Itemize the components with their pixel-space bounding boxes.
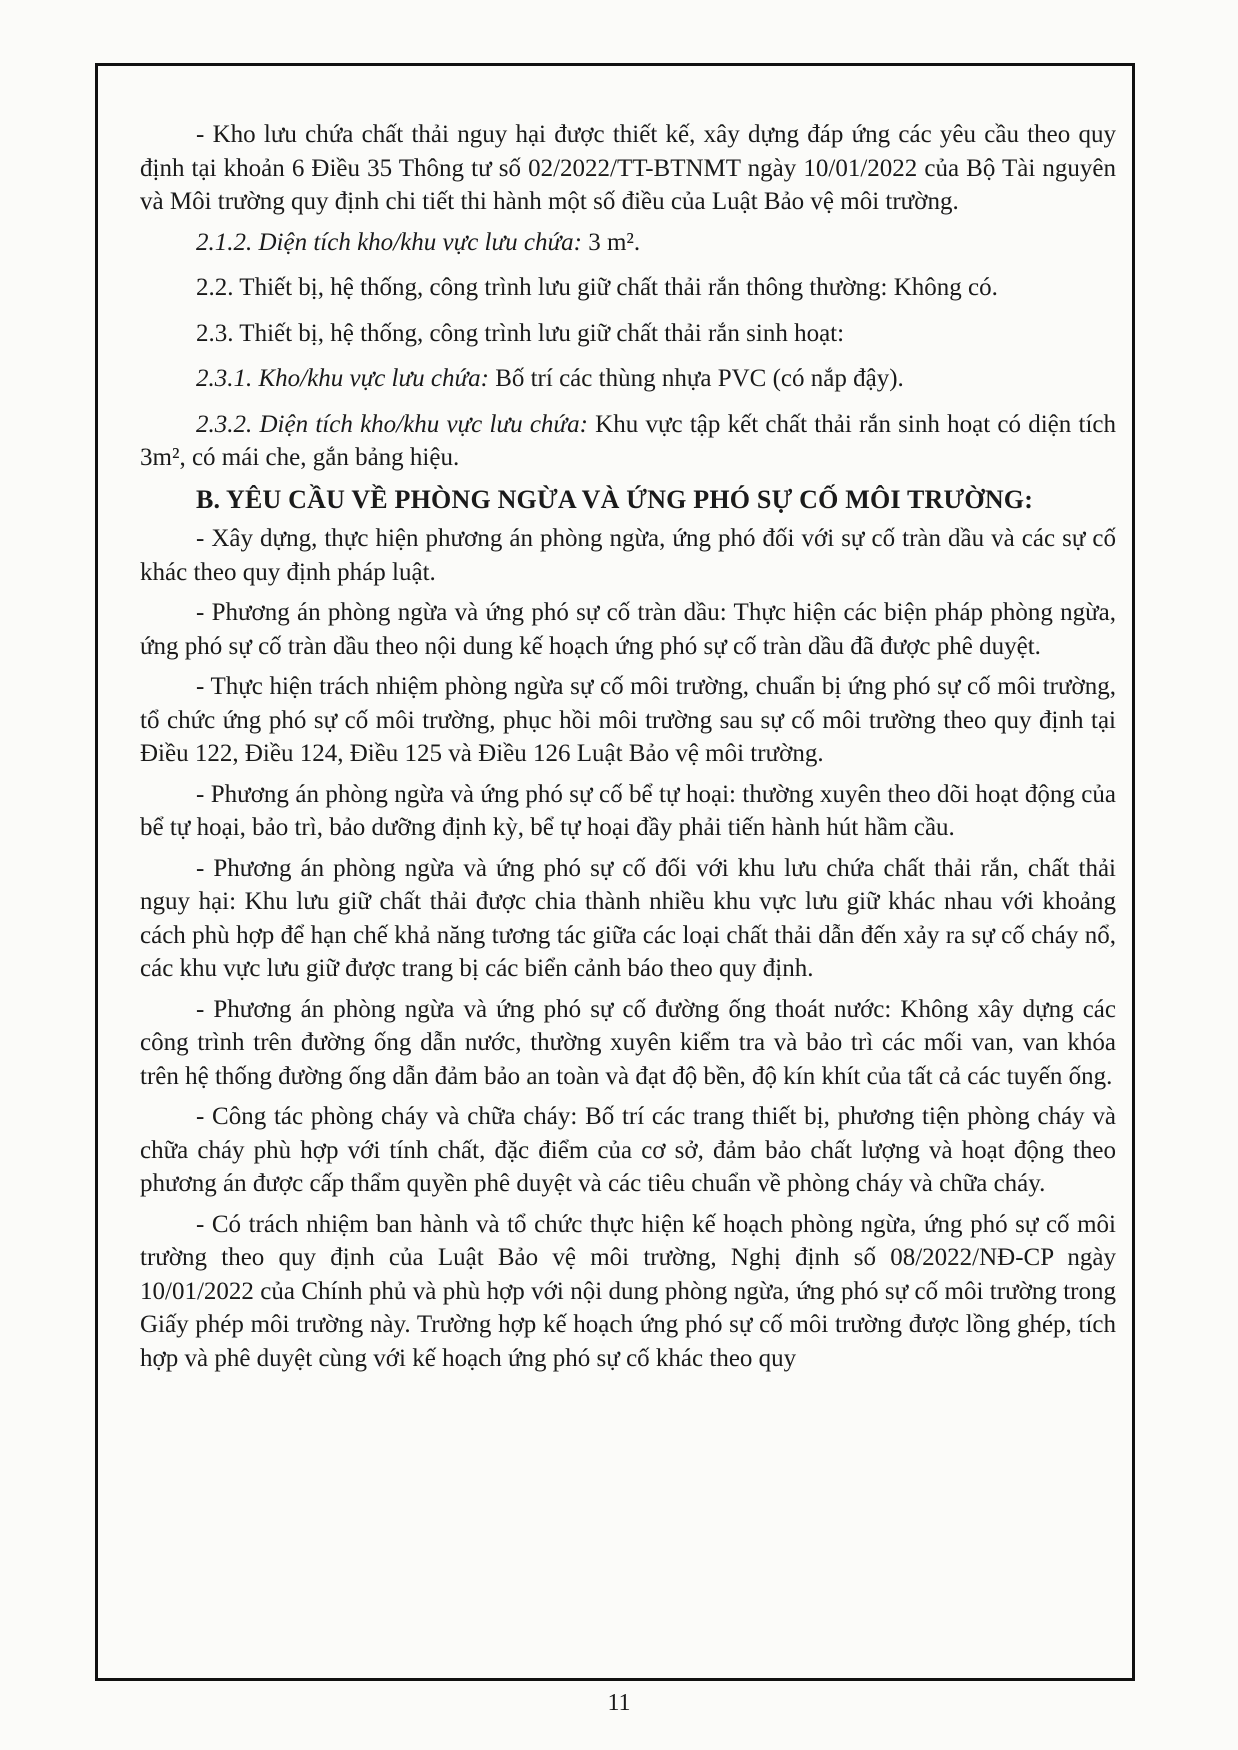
paragraph-2-2: 2.2. Thiết bị, hệ thống, công trình lưu giữ chất thải rắn thông thường: Không có. <box>196 274 998 301</box>
paragraph-2-3: 2.3. Thiết bị, hệ thống, công trình lưu giữ chất thải rắn sinh hoạt: <box>196 319 845 347</box>
paragraph-hazardous-waste-storage: - Kho lưu chứa chất thải nguy hại được thiết kế, xây dựng đáp ứng các yêu cầu theo quy định tại khoản 6 Điều 35 Thông tư số 02/2022/TT-BTNMT ngày 10/01/2022 của Bộ Tài nguyên và Môi trường quy định chi tiết thi hành một số điều của Luật Bảo vệ môi trường. <box>140 121 1116 215</box>
paragraph-septic-tank: - Phương án phòng ngừa và ứng phó sự cố bể tự hoại: thường xuyên theo dõi hoạt động của bể tự hoại, bảo trì, bảo dưỡng định kỳ, bể tự hoại đầy phải tiến hành hút hầm cầu. <box>140 780 1116 841</box>
paragraph-incident-plan: - Xây dựng, thực hiện phương án phòng ngừa, ứng phó đối với sự cố tràn dầu và các sự cố khác theo quy định pháp luật. <box>140 525 1116 586</box>
page-border <box>95 63 1135 1681</box>
paragraph-drainage-pipe: - Phương án phòng ngừa và ứng phó sự cố đường ống thoát nước: Không xây dựng các công trình trên đường ống dẫn nước, thường xuyên kiểm tra và bảo trì các mối van, van khóa trên hệ thống đường ống dẫn đảm bảo an toàn và đạt độ bền, độ kín khít của tất cả các tuyến ống. <box>140 995 1116 1090</box>
document-body <box>140 118 1116 1382</box>
page-number: 11 <box>607 1690 631 1716</box>
item-label: 2.3.2. Diện tích kho/khu vực lưu chứa: <box>196 410 588 438</box>
paragraph-2-3-1 <box>140 362 1116 396</box>
paragraph-responsibility: - Thực hiện trách nhiệm phòng ngừa sự cố môi trường, chuẩn bị ứng phó sự cố môi trường, tổ chức ứng phó sự cố môi trường, phục hồi môi trường sau sự cố môi trường theo quy định tại Điều 122, Điều 124, Điều 125 và Điều 126 Luật Bảo vệ môi trường. <box>140 673 1116 767</box>
paragraph-response-plan: - Có trách nhiệm ban hành và tổ chức thực hiện kế hoạch phòng ngừa, ứng phó sự cố môi trường theo quy định của Luật Bảo vệ môi trường, Nghị định số 08/2022/NĐ-CP ngày 10/01/2022 của Chính phủ và phù hợp với nội dung phòng ngừa, ứng phó sự cố môi trường trong Giấy phép môi trường này. Trường hợp kế hoạch ứng phó sự cố môi trường được lồng ghép, tích hợp và phê duyệt cùng với kế hoạch ứng phó sự cố khác theo quy <box>140 1210 1116 1372</box>
item-value: 3 m². <box>581 228 641 256</box>
paragraph-oil-spill: - Phương án phòng ngừa và ứng phó sự cố tràn dầu: Thực hiện các biện pháp phòng ngừa, ứng phó sự cố tràn dầu theo nội dung kế hoạch ứng phó sự cố tràn dầu đã được phê duyệt. <box>140 599 1116 660</box>
paragraph-2-3-2 <box>140 408 1116 475</box>
item-label: 2.1.2. Diện tích kho/khu vực lưu chứa: <box>196 228 582 256</box>
paragraph-storage-area-2-1-2 <box>140 226 1116 260</box>
section-heading-b: B. YÊU CẦU VỀ PHÒNG NGỪA VÀ ỨNG PHÓ SỰ CỐ MÔI TRƯỜNG: <box>196 484 1034 514</box>
item-value: Bố trí các thùng nhựa PVC (có nắp đậy). <box>488 365 904 392</box>
item-value: Khu vực tập kết chất thải rắn sinh hoạt có diện tích 3m², có mái che, gắn bảng hiệu. <box>140 410 1116 471</box>
paragraph-fire-prevention: - Công tác phòng cháy và chữa cháy: Bố trí các trang thiết bị, phương tiện phòng cháy và chữa cháy phù hợp với tính chất, đặc điểm của cơ sở, đảm bảo chất lượng và hoạt động theo phương án được cấp thẩm quyền phê duyệt và các tiêu chuẩn về phòng cháy và chữa cháy. <box>140 1103 1116 1197</box>
item-label: 2.3.1. Kho/khu vực lưu chứa: <box>196 365 489 392</box>
paragraph-waste-storage-incident: - Phương án phòng ngừa và ứng phó sự cố đối với khu lưu chứa chất thải rắn, chất thải nguy hại: Khu lưu giữ chất thải được chia thành nhiều khu vực lưu giữ khác nhau với khoảng cách phù hợp để hạn chế khả năng tương tác giữa các loại chất thải dẫn đến xảy ra sự cố cháy nổ, các khu vực lưu giữ được trang bị các biển cảnh báo theo quy định. <box>140 854 1116 982</box>
